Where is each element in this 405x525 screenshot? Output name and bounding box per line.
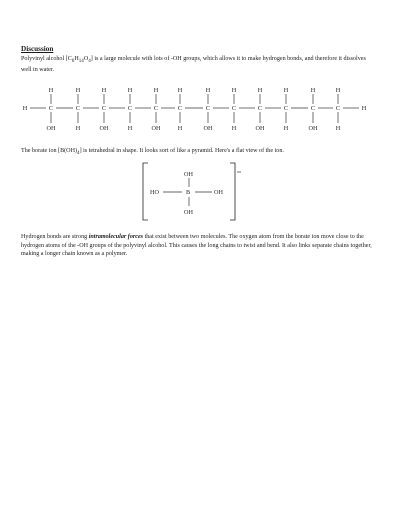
chain-top-atom: H xyxy=(177,87,183,94)
chain-carbon: C xyxy=(283,105,289,112)
chain-bottom-atom: H xyxy=(127,125,133,132)
hydrogen-bond-paragraph: Hydrogen bonds are strong intramolecular forces that exist between two molecules. The oxygen atom from the borate ion move close to the hydrogen atoms of the -OH groups of the polyvinyl alcohol. This causes the long chains to twist and bend. It also links separate chains together, making a longer chain known as a polymer. xyxy=(21,234,372,258)
chain-bottom-atom: OH xyxy=(203,125,213,132)
chain-top-atom: H xyxy=(101,87,107,94)
chain-bottom-atom: H xyxy=(75,125,81,132)
polyvinyl-alcohol-structure xyxy=(0,0,405,170)
chain-carbon: C xyxy=(310,105,316,112)
chain-top-atom: H xyxy=(335,87,341,94)
chain-bottom-atom: OH xyxy=(151,125,161,132)
chain-bottom-atom: OH xyxy=(46,125,56,132)
chain-bottom-atom: H xyxy=(177,125,183,132)
chain-carbon: C xyxy=(257,105,263,112)
intro-paragraph: Polyvinyl alcohol $[C_6H_{14}O_4]$ is a large molecule with lots of -OH groups, which allows it to make hydrogen bonds, and therefore it dissolves well in water. xyxy=(21,56,366,73)
borate-ion-diagram xyxy=(140,160,250,225)
chain-carbon: C xyxy=(177,105,183,112)
right-bracket xyxy=(230,163,235,220)
ion-center-b: B xyxy=(186,189,191,196)
chain-bottom-atom: H xyxy=(231,125,237,132)
ion-bottom-oh: OH xyxy=(184,209,193,216)
chain-carbon: C xyxy=(101,105,107,112)
chain-top-atom: H xyxy=(153,87,159,94)
chain-top-atom: H xyxy=(257,87,263,94)
emphasis-term: intramolecular forces xyxy=(88,234,144,240)
left-bracket xyxy=(143,163,148,220)
chain-carbon: C xyxy=(205,105,211,112)
chain-bottom-atom: H xyxy=(335,125,341,132)
section-heading: Discussion xyxy=(21,45,54,53)
chain-bottom-atom: OH xyxy=(255,125,265,132)
chain-top-atom: H xyxy=(48,87,54,94)
borate-paragraph: The borate ion $[B(OH)_4]$ is tetrahedral in shape. It looks sort of like a pyramid. Here's a flat view of the ion. xyxy=(21,148,284,157)
chain-carbon: C xyxy=(75,105,81,112)
chain-carbon: C xyxy=(127,105,133,112)
chain-bottom-atom: OH xyxy=(99,125,109,132)
chain-carbon: C xyxy=(335,105,341,112)
chain-terminal-h-left: H xyxy=(22,105,28,112)
ion-left-ho: HO xyxy=(150,189,159,196)
chain-top-atom: H xyxy=(283,87,289,94)
chain-bottom-atom: H xyxy=(283,125,289,132)
ion-right-oh: OH xyxy=(214,189,223,196)
chain-carbon: C xyxy=(231,105,237,112)
ion-top-oh: OH xyxy=(184,171,193,178)
chain-top-atom: H xyxy=(310,87,316,94)
chain-top-atom: H xyxy=(75,87,81,94)
chain-carbon: C xyxy=(153,105,159,112)
chain-top-atom: H xyxy=(231,87,237,94)
chain-carbon: C xyxy=(48,105,54,112)
chain-top-atom: H xyxy=(205,87,211,94)
chain-top-atom: H xyxy=(127,87,133,94)
chain-bottom-atom: OH xyxy=(308,125,318,132)
chain-terminal-h-right: H xyxy=(361,105,367,112)
